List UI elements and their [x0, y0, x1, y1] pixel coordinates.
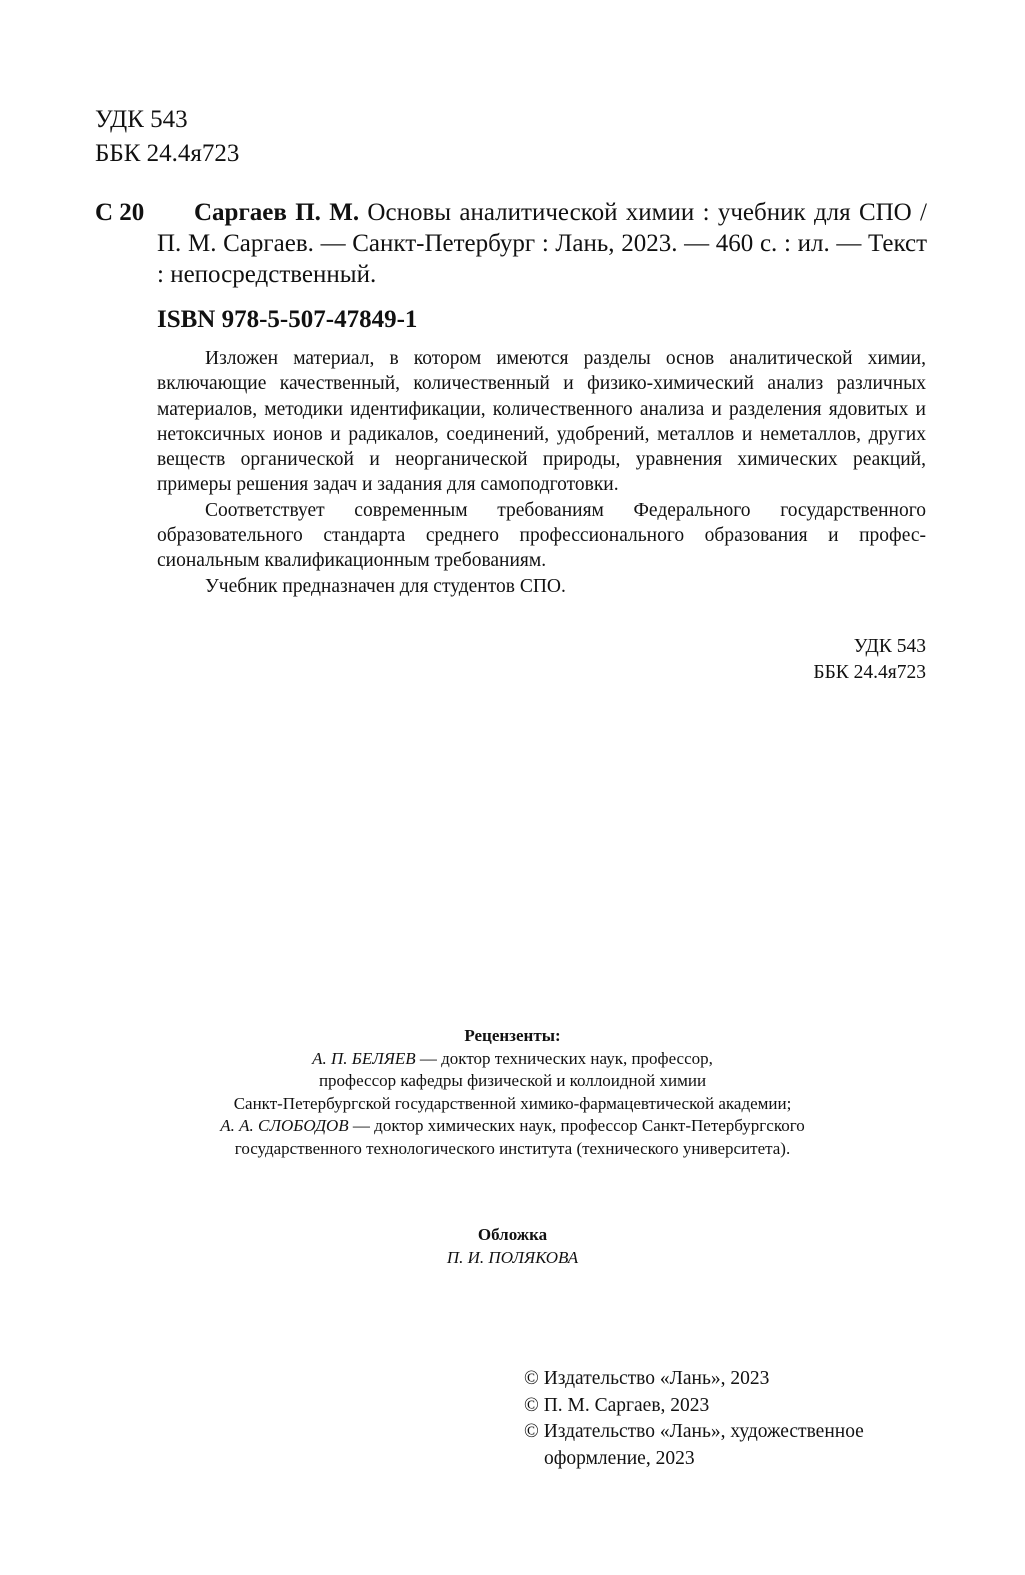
cover-heading: Обложка: [477, 1225, 548, 1244]
copyright-notices: [524, 1366, 924, 1472]
author-name: Саргаев П. М.: [194, 199, 360, 226]
annotation-paragraph: Учебник предназначен для студентов СПО.: [205, 575, 566, 597]
reviewers-heading: Рецензенты:: [464, 1026, 561, 1045]
reviewers: Рецензенты: А. П. БЕЛЯЕВ — доктор технических наук, профессор, профессор кафедры физической и коллоидной химии Санкт-Петербургской государственной химико-фармацевтической академии; А. А. СЛОБОДОВ — доктор химических наук, профессор Санкт-Петербургского государственного технологического института (технического университета).: [0, 1025, 1025, 1161]
reviewer-name: А. П. БЕЛЯЕВ: [312, 1048, 416, 1068]
classification-codes-top: [95, 103, 239, 171]
annotation-paragraph: Изложен материал, в котором имеются разделы основ аналитической химии, включающие качественный, количественный и физико-химический анализ различных материалов, методики идентификации, количественного анализа и разделения ядовитых и нетоксичных ионов и радикалов, соединений, удобрений, металлов и неметаллов, других веществ органической и неорганической природы, уравнения химических реакций, примеры решения задач и задания для самоподготовки.: [157, 348, 926, 496]
cover-designer: П. И. ПОЛЯКОВА: [446, 1248, 579, 1267]
copyright-line: © П. М. Саргаев, 2023: [524, 1394, 710, 1416]
udk-code: УДК 543: [853, 636, 926, 657]
copyright-line: © Издательство «Лань», 2023: [524, 1368, 770, 1389]
reviewer-entry: А. А. СЛОБОДОВ — доктор химических наук, профессор Санкт-Петербургского: [220, 1116, 805, 1136]
isbn: ISBN 978-5-507-47849-1: [157, 306, 418, 333]
reviewer-entry: А. П. БЕЛЯЕВ — доктор технических наук, профессор,: [312, 1048, 713, 1068]
annotation-paragraph: Соответствует современным требованиям Федерального государственного образовательного стандарта среднего профессионального образования и профессиональным квалификационным требованиям.: [157, 499, 926, 572]
citation: [157, 197, 927, 290]
author-mark: С 20: [95, 199, 145, 226]
cover-credit: [0, 1223, 1025, 1269]
citation-text: Основы аналитической химии : учебник для СПО / П. М. Саргаев. — Санкт-Петербург : Лань, 2023. — 460 с. : ил. — Текст : непосредственный.: [157, 199, 928, 288]
bibliographic-entry: [95, 197, 927, 290]
classification-codes-right: [813, 634, 926, 686]
copyright-line: © Издательство «Лань», художественное оформление, 2023: [524, 1421, 864, 1469]
reviewer-name: А. А. СЛОБОДОВ: [220, 1116, 349, 1136]
annotation: [157, 346, 926, 599]
udk-code: УДК 543: [95, 106, 188, 133]
bbk-code: ББК 24.4я723: [95, 140, 240, 167]
bbk-code: ББК 24.4я723: [813, 662, 926, 683]
